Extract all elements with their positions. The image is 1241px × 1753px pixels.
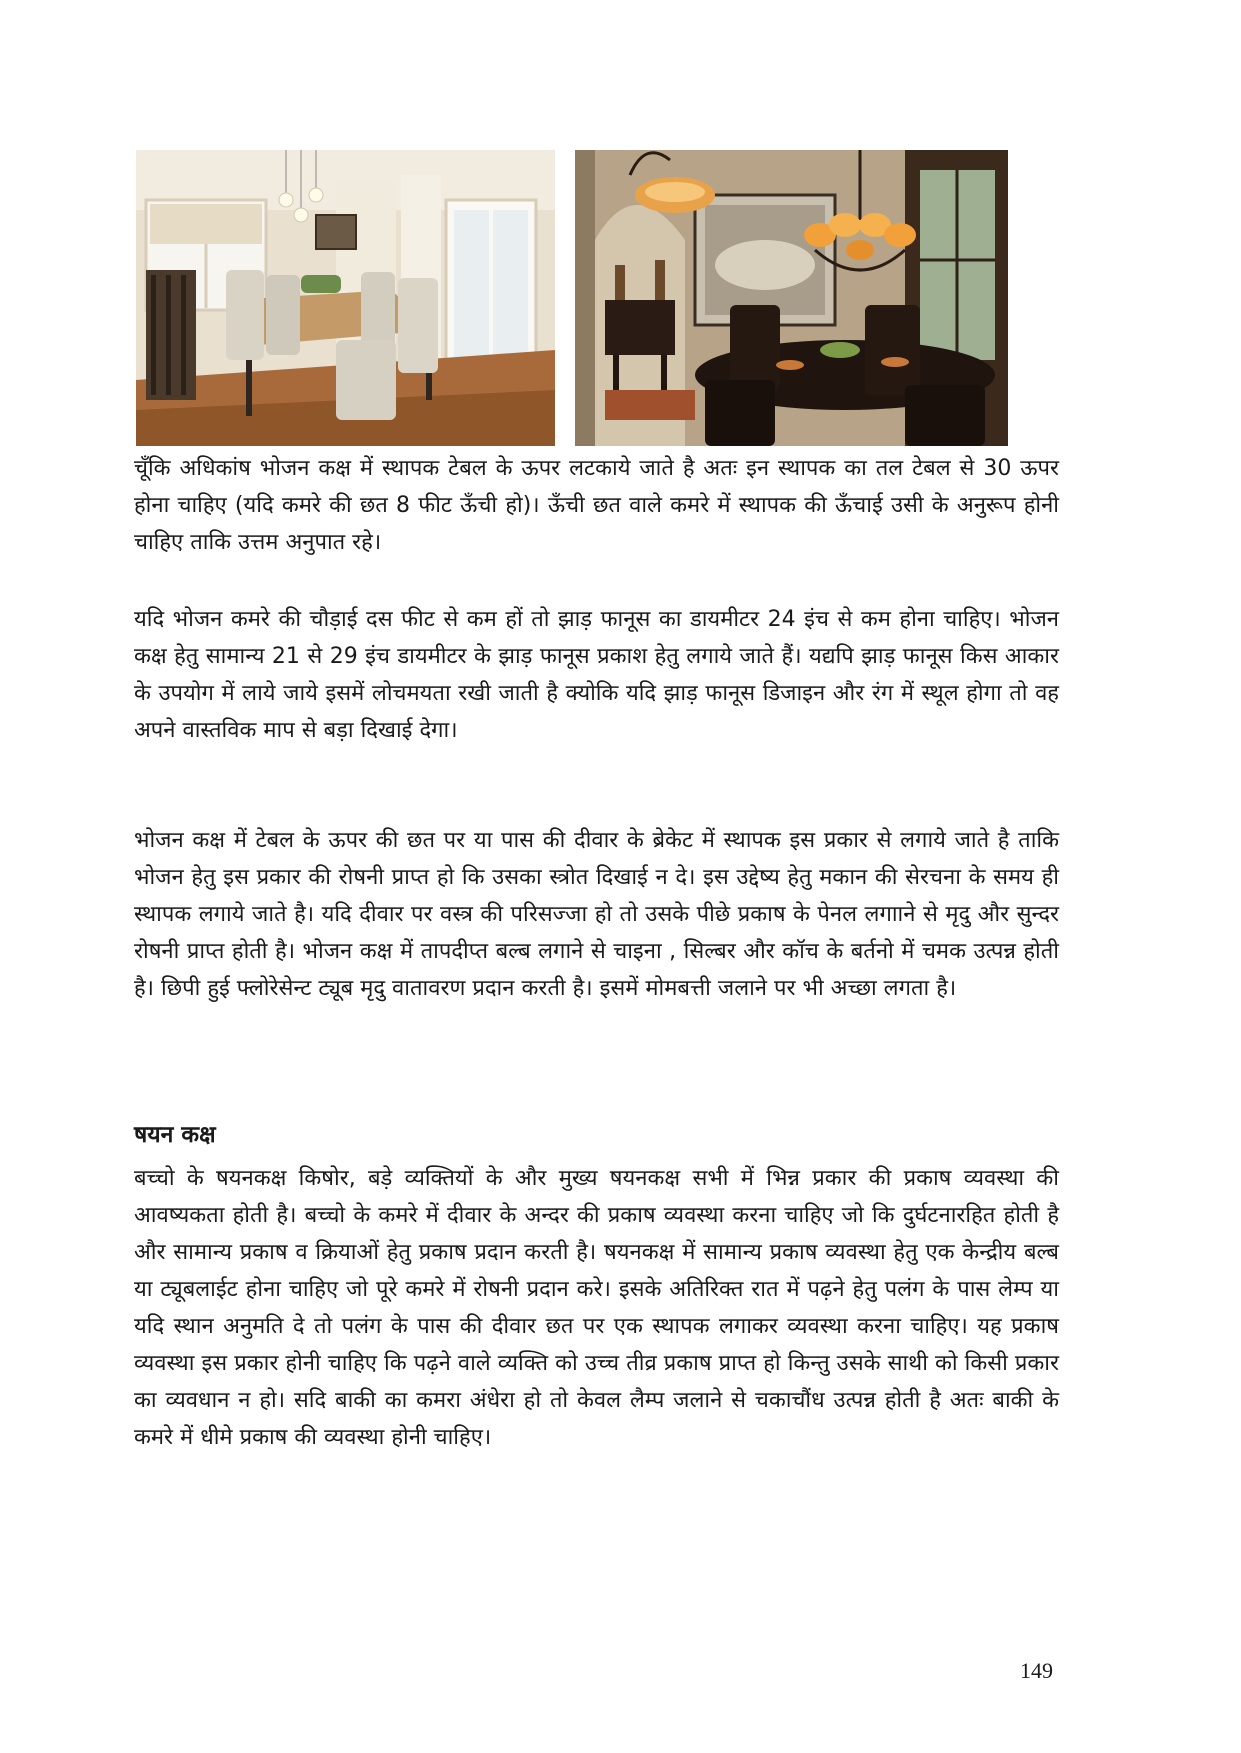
paragraph-chandelier-size: यदि भोजन कमरे की चौड़ाई दस फीट से कम हों तो झाड़ फानूस का डायमीटर 24 इंच से कम होना चाहिए। भोजन कक्ष हेतु सामान्य 21 से 29 इंच डायमीटर के झाड़ फानूस प्रकाश हेतु लगाये जाते हैं। यद्यपि झाड़ फानूस किस आकार के उपयोग में लाये जाये इसमें लोचमयता रखी जाती है क्योकि यदि झाड़ फानूस डिजाइन और रंग में स्थूल होगा तो वह अपने वास्तविक माप से बड़ा दिखाई देगा। [134,607,1059,743]
dining-room-photo-bright [136,150,555,446]
dining-room-illustration-bright [136,150,555,446]
dining-room-illustration-dark [575,150,1008,446]
dining-room-photo-dark [575,150,1008,446]
section-heading-bedroom: षयन कक्ष [134,1122,216,1148]
paragraph-dining-lighting: भोजन कक्ष में टेबल के ऊपर की छत पर या पास की दीवार के ब्रेकेट में स्थापक इस प्रकार से लगाये जाते है ताकि भोजन हेतु इस प्रकार की रोषनी प्राप्त हो कि उसका स्त्रोत दिखाई न दे। इस उद्देष्य हेतु मकान की सेरचना के समय ही स्थापक लगाये जाते है। यदि दीवार पर वस्त्र की परिसज्जा हो तो उसके पीछे प्रकाष के पेनल लगााने से मृदु और सुन्दर रोषनी प्राप्त होती है। भोजन कक्ष में तापदीप्त बल्ब लगाने से चाइना , सिल्बर और कॉच के बर्तनो में चमक उत्पन्न होती है। छिपी हुई फ्लोरेसेन्ट ट्यूब मृदु वातावरण प्रदान करती है। इसमें मोमबत्ती जलाने पर भी अच्छा लगता है। [134,828,1059,1001]
page-number: 149 [1020,1658,1053,1683]
paragraph-dining-fixture-height: चूँकि अधिकांष भोजन कक्ष में स्थापक टेबल के ऊपर लटकाये जाते है अतः इन स्थापक का तल टेबल से 30 ऊपर होना चाहिए (यदि कमरे की छत 8 फीट ऊँची हो)। ऊँची छत वाले कमरे में स्थापक की ऊँचाई उसी के अनुरूप होनी चाहिए ताकि उत्तम अनुपात रहे। [134,456,1059,555]
paragraph-bedroom-lighting: बच्चो के षयनकक्ष किषोर, बड़े व्यक्तियों के और मुख्य षयनकक्ष सभी में भिन्न प्रकार की प्रकाष व्यवस्था की आवष्यकता होती है। बच्चो के कमरे में दीवार के अन्दर की प्रकाष व्यवस्था करना चाहिए जो कि दुर्घटनारहित होती है और सामान्य प्रकाष व क्रियाओं हेतु प्रकाष प्रदान करती है। षयनकक्ष में सामान्य प्रकाष व्यवस्था हेतु एक केन्द्रीय बल्ब या ट्यूबलाईट होना चाहिए जो पूरे कमरे में रोषनी प्रदान करे। इसके अतिरिक्त रात में पढ़ने हेतु पलंग के पास लेम्प या यदि स्थान अनुमति दे तो पलंग के पास की दीवार छत पर एक स्थापक लगाकर व्यवस्था करना चाहिए। यह प्रकाष व्यवस्था इस प्रकार होनी चाहिए कि पढ़ने वाले व्यक्ति को उच्च तीव्र प्रकाष प्राप्त हो किन्तु उसके साथी को किसी प्रकार का व्यवधान न हो। सदि बाकी का कमरा अंधेरा हो तो केवल लैम्प जलाने से चकाचौंध उत्पन्न होती है अतः बाकी के कमरे में धीमे प्रकाष की व्यवस्था होनी चाहिए। [134,1166,1059,1450]
